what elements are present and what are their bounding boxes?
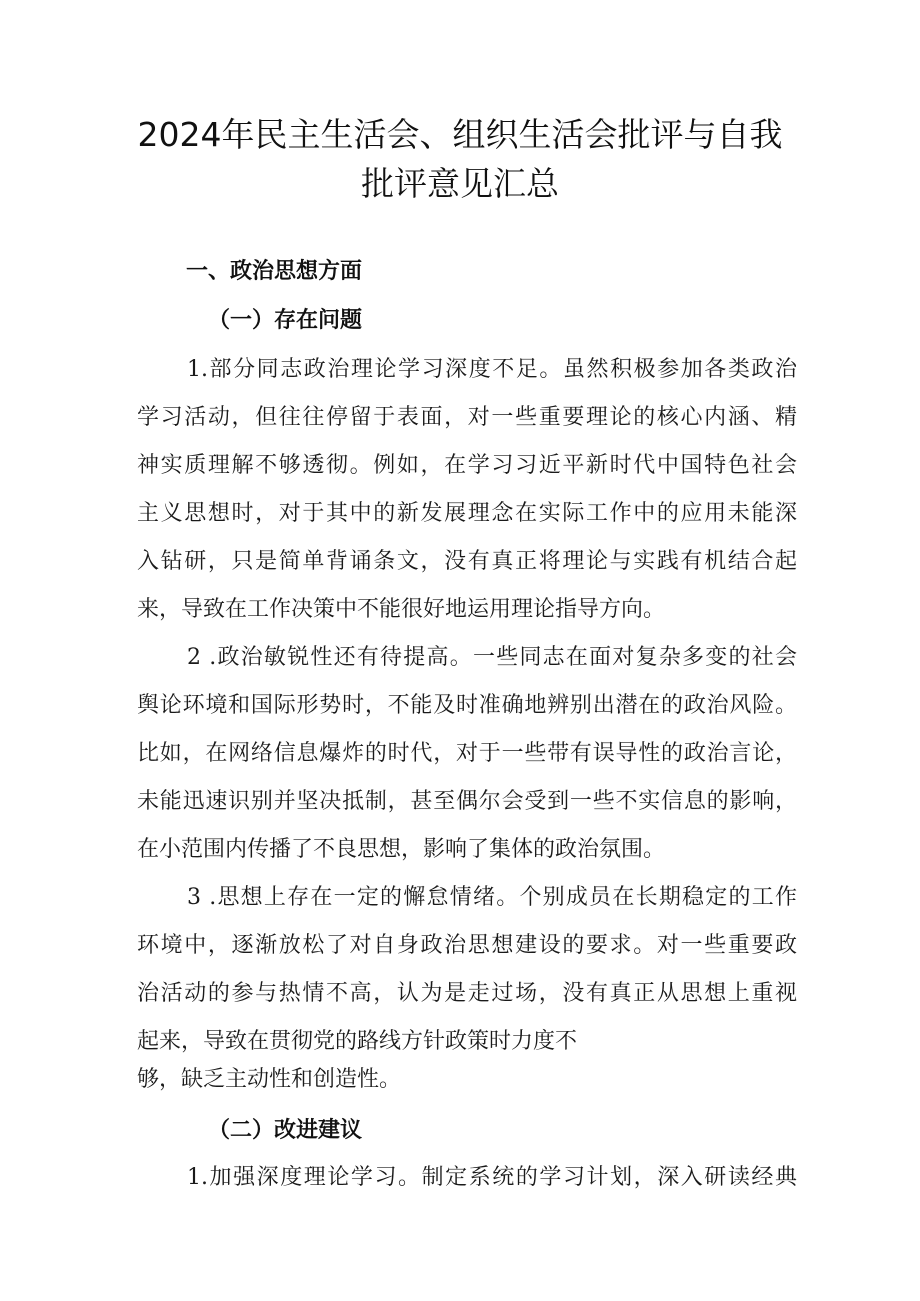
paragraph-line: 2 .政治敏锐性还有待提高。一些同志在面对复杂多变的社会 xyxy=(187,645,797,670)
paragraph-line: 神实质理解不够透彻。例如，在学习习近平新时代中国特色社会 xyxy=(137,453,797,478)
document-title-line-1: 2024年民主生活会、组织生活会批评与自我 xyxy=(137,115,783,154)
subsection-heading-suggestions: （二）改进建议 xyxy=(208,1117,363,1143)
subsection-heading-problems: （一）存在问题 xyxy=(208,307,363,333)
paragraph-line: 舆论环境和国际形势时，不能及时准确地辨别出潜在的政治风险。 xyxy=(137,693,797,718)
paragraph-line: 治活动的参与热情不高，认为是走过场，没有真正从思想上重视 xyxy=(137,981,797,1006)
document-title-line-2: 批评意见汇总 xyxy=(361,164,559,203)
paragraph-line: 未能迅速识别并坚决抵制，甚至偶尔会受到一些不实信息的影响， xyxy=(137,789,797,814)
paragraph-line: 环境中，逐渐放松了对自身政治思想建设的要求。对一些重要政 xyxy=(137,933,797,958)
paragraph-line: 1.加强深度理论学习。制定系统的学习计划，深入研读经典 xyxy=(187,1165,797,1190)
paragraph-line: 1.部分同志政治理论学习深度不足。虽然积极参加各类政治 xyxy=(187,357,797,382)
paragraph-line: 起来，导致在贯彻党的路线方针政策时力度不 xyxy=(137,1029,578,1054)
paragraph-line: 够，缺乏主动性和创造性。 xyxy=(137,1067,402,1092)
paragraph-line: 比如，在网络信息爆炸的时代，对于一些带有误导性的政治言论， xyxy=(137,741,797,766)
paragraph-line: 入钻研，只是简单背诵条文，没有真正将理论与实践有机结合起 xyxy=(137,549,797,574)
paragraph-line: 在小范围内传播了不良思想，影响了集体的政治氛围。 xyxy=(137,837,666,862)
paragraph-line: 来，导致在工作决策中不能很好地运用理论指导方向。 xyxy=(137,597,666,622)
paragraph-line: 主义思想时，对于其中的新发展理念在实际工作中的应用未能深 xyxy=(137,501,797,526)
section-heading-political-thought: 一、政治思想方面 xyxy=(186,259,363,284)
paragraph-line: 学习活动，但往往停留于表面，对一些重要理论的核心内涵、精 xyxy=(137,405,797,430)
paragraph-line: 3 .思想上存在一定的懈怠情绪。个别成员在长期稳定的工作 xyxy=(187,885,797,910)
